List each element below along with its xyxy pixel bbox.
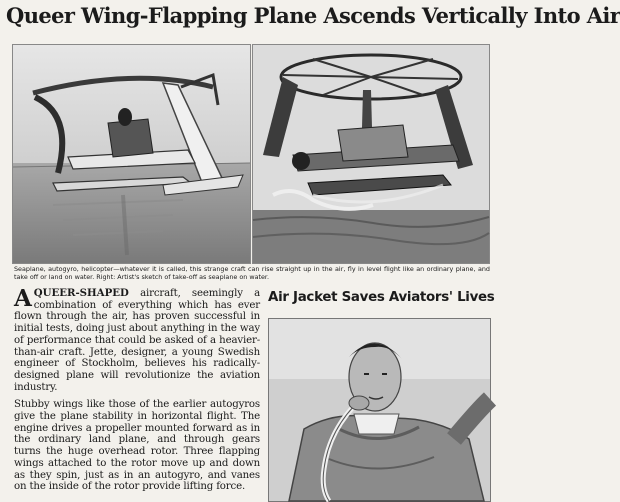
artist-sketch: [252, 44, 490, 264]
body-paragraph-2: Stubby wings like those of the earlier autogyros give the plane stability in horizontal flight. The engine drives a propeller mounted forward as in the ordinary land plane, and through gears turns the huge overhead rotor. Three flapping wings attached to the rotor move up and down as they spin, just as in an autogyro, and vanes on the inside of the rotor provide lifting force.: [14, 399, 260, 493]
seaplane-photo: [12, 44, 251, 264]
photo-caption: Seaplane, autogyro, helicopter—whatever it is called, this strange craft can rise straight up in the air, fly in level flight like an ordinary plane, and take off or land on water. Right: Artist's sketch of take-off as seaplane on water.: [14, 265, 490, 282]
body-paragraph-1: [14, 285, 260, 393]
sidebar-headline: Air Jacket Saves Aviators' Lives: [268, 290, 495, 305]
seaplane-photo-graphic: [13, 45, 250, 263]
lead-in: QUEER-SHAPED: [33, 287, 129, 299]
article-body: [14, 285, 260, 499]
artist-sketch-graphic: [253, 45, 489, 263]
body-paragraph-1-text: aircraft, seemingly a combination of everything which has ever flown through the air, has proven successful in initial tests, doing just about anything in the way of performance that could be asked of a heavier-than-air craft. Jette, designer, a young Swedish engineer of Stockholm, believes his radically-designed plane will revolutionize the aviation industry.: [14, 288, 260, 393]
air-jacket-photo: [268, 318, 491, 502]
article-headline: Queer Wing-Flapping Plane Ascends Vertically Into Air: [6, 3, 620, 28]
air-jacket-photo-graphic: [269, 319, 490, 501]
drop-cap: A: [14, 285, 32, 312]
